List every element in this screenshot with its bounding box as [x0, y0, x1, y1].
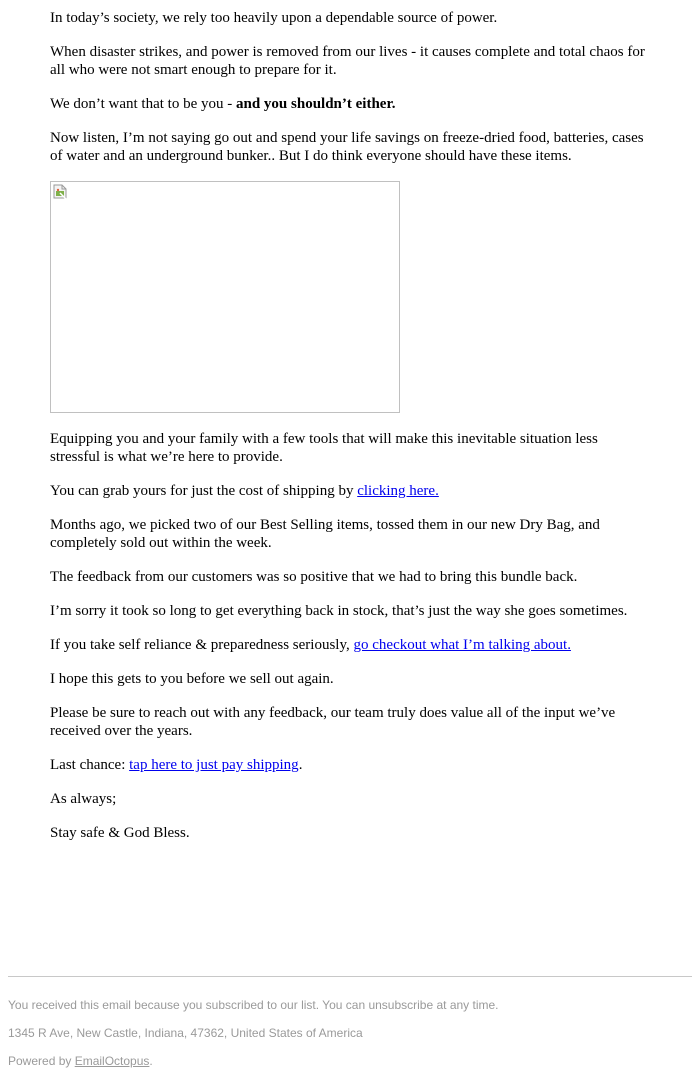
paragraph-disaster: When disaster strikes, and power is removed from our lives - it causes complete and total chaos for all who were not smart enough to prepare for it.: [50, 44, 645, 78]
paragraph-self-reliance: [50, 636, 650, 654]
paragraph-sorry: I’m sorry it took so long to get everything back in stock, that’s just the way she goes sometimes.: [50, 603, 628, 619]
broken-image-icon: [53, 184, 67, 199]
paragraph-not-you-text: We don’t want that to be you -: [50, 96, 236, 112]
paragraph-self-reliance-text: If you take self reliance & preparedness seriously,: [50, 637, 354, 653]
paragraph-not-you: [50, 95, 650, 113]
paragraph-last-chance-period: .: [298, 757, 303, 773]
paragraph-hope: I hope this gets to you before we sell out again.: [50, 671, 334, 687]
footer-powered-period: .: [149, 1054, 153, 1068]
paragraph-intro: In today’s society, we rely too heavily upon a dependable source of power.: [50, 10, 498, 26]
paragraph-feedback: The feedback from our customers was so positive that we had to bring this bundle back.: [50, 569, 578, 585]
paragraph-grab-yours-text: You can grab yours for just the cost of shipping by: [50, 483, 358, 499]
email-body: [50, 0, 650, 858]
paragraph-not-you-bold: and you shouldn’t either.: [235, 96, 396, 112]
paragraph-months-ago: Months ago, we picked two of our Best Selling items, tossed them in our new Dry Bag, and completely sold out within the week.: [50, 517, 600, 551]
footer-address: 1345 R Ave, New Castle, Indiana, 47362, United States of America: [8, 1026, 363, 1040]
footer-powered-text: Powered by: [8, 1054, 75, 1068]
paragraph-reach-out: Please be sure to reach out with any feedback, our team truly does value all of the input we’ve received over the years.: [50, 705, 616, 739]
paragraph-as-always: As always;: [50, 791, 117, 807]
paragraph-signoff: Stay safe & God Bless.: [50, 825, 190, 841]
go-checkout-link[interactable]: go checkout what I’m talking about.: [353, 637, 571, 653]
emailoctopus-link[interactable]: EmailOctopus: [74, 1054, 150, 1068]
footer-notice: You received this email because you subscribed to our list. You can unsubscribe at any time.: [8, 998, 499, 1012]
paragraph-listen: Now listen, I’m not saying go out and spend your life savings on freeze-dried food, batteries, cases of water and an underground bunker.. But I do think everyone should have these items.: [50, 130, 644, 164]
pay-shipping-link[interactable]: tap here to just pay shipping: [129, 757, 299, 773]
product-image: [50, 181, 400, 413]
paragraph-last-chance-text: Last chance:: [50, 757, 130, 773]
paragraph-last-chance: [50, 756, 650, 774]
footer-powered-by: [8, 1053, 692, 1069]
clicking-here-link[interactable]: clicking here.: [357, 483, 439, 499]
email-footer: [8, 976, 692, 1069]
paragraph-equipping: Equipping you and your family with a few tools that will make this inevitable situation less stressful is what we’re here to provide.: [50, 431, 598, 465]
paragraph-grab-yours: [50, 482, 650, 500]
